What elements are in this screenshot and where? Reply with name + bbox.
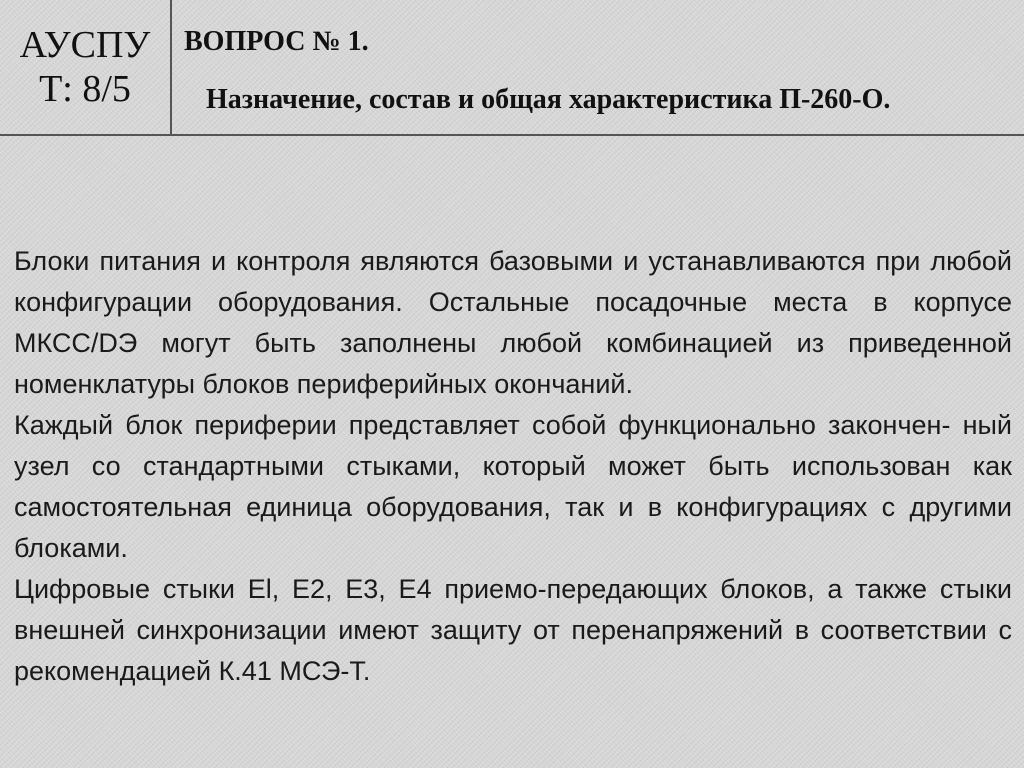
body-paragraph: Каждый блок периферии представляет собой функционально закончен- ный узел со стандартными стыками, который может быть использован как самостоятельная единица оборудования, так и в конфигурациях с другими блоками. [14, 410, 1012, 563]
question-number: ВОПРОС № 1. [184, 26, 369, 57]
topic-code-line1: АУСПУ [19, 24, 151, 66]
topic-code-line2: Т: 8/5 [39, 68, 131, 110]
body-paragraph: Блоки питания и контроля являются базовыми и устанавливаются при любой конфигурации оборудования. Остальные посадочные места в корпусе МКСС/DЭ могут быть заполнены любой комбинацией из приведенной номенклатуры блоков периферийных окончаний. [14, 246, 1012, 399]
body-paragraph: Цифровые стыки El, Е2, Е3, Е4 приемо-передающих блоков, а также стыки внешней синхронизации имеют защиту от перенапряжений в соответствии с рекомендацией К.41 МСЭ-Т. [14, 574, 1012, 686]
slide-header [0, 0, 1024, 136]
question-title: Назначение, состав и общая характеристика П-260-О. [206, 84, 891, 115]
slide-body [14, 241, 1012, 692]
topic-code-cell [0, 0, 172, 134]
